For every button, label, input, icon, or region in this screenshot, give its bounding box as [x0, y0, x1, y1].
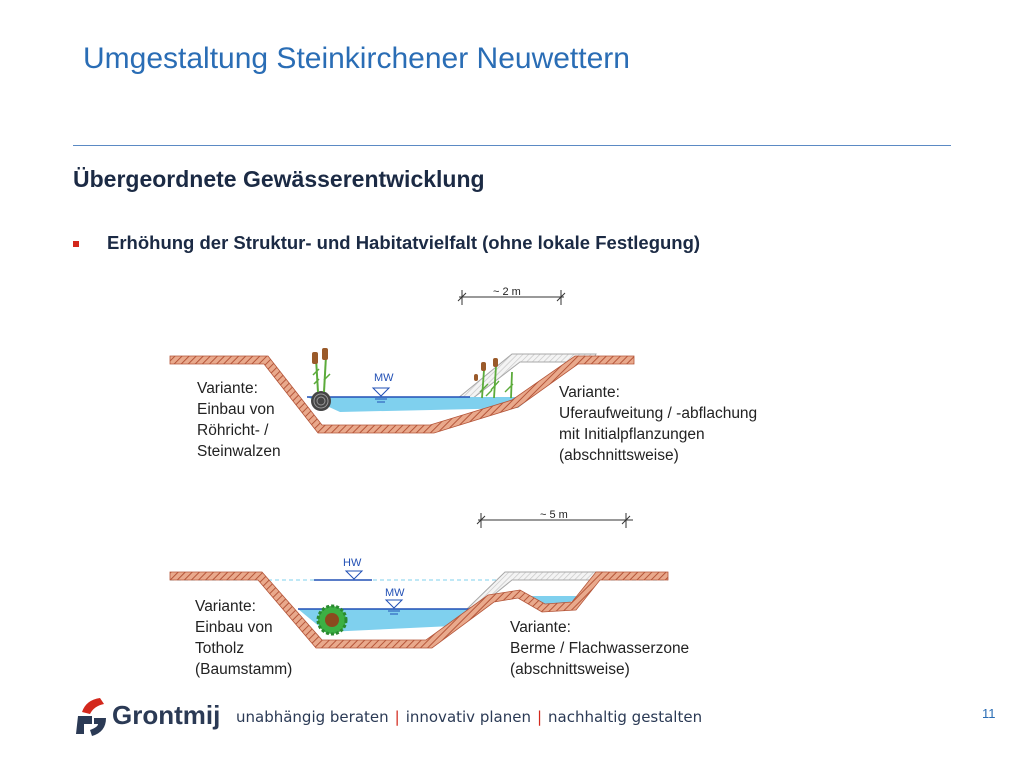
bullet-text: Erhöhung der Struktur- und Habitatvielfalt (ohne lokale Festlegung) — [107, 232, 701, 253]
bottom-dimension-label: ~ 5 m — [540, 509, 568, 521]
top-dimension-label: ~ 2 m — [493, 286, 521, 298]
reed-plants-icon — [312, 348, 330, 392]
top-right-caption: Variante: Uferaufweitung / -abflachung mit Initialpflanzungen (abschnittsweise) — [559, 384, 758, 464]
slogan-part-2: innovativ planen — [405, 708, 531, 726]
grontmij-logo-icon — [72, 694, 112, 738]
footer-slogan — [236, 708, 702, 726]
grontmij-logo-text: Grontmij — [112, 700, 221, 730]
section-heading: Übergeordnete Gewässerentwicklung — [73, 166, 485, 192]
page-number: 11 — [982, 706, 996, 721]
bottom-right-caption: Variante: Berme / Flachwasserzone (abschnittsweise) — [510, 619, 690, 678]
slogan-separator: | — [394, 708, 400, 726]
slogan-part-1: unabhängig beraten — [236, 708, 389, 726]
bottom-mw-label: MW — [385, 587, 405, 599]
bottom-left-caption: Variante: Einbau von Totholz (Baumstamm) — [195, 598, 293, 678]
top-mw-label: MW — [374, 372, 394, 384]
stone-roll-icon — [311, 391, 331, 411]
bottom-hw-marker — [346, 571, 362, 579]
dead-wood-icon — [318, 606, 346, 634]
top-left-caption: Variante: Einbau von Röhricht- / Steinwalzen — [197, 380, 281, 460]
slogan-separator: | — [536, 708, 543, 726]
slide-title: Umgestaltung Steinkirchener Neuwettern — [83, 42, 630, 75]
slogan-part-3: nachhaltig gestalten — [548, 708, 703, 726]
bottom-hw-label: HW — [343, 557, 362, 569]
